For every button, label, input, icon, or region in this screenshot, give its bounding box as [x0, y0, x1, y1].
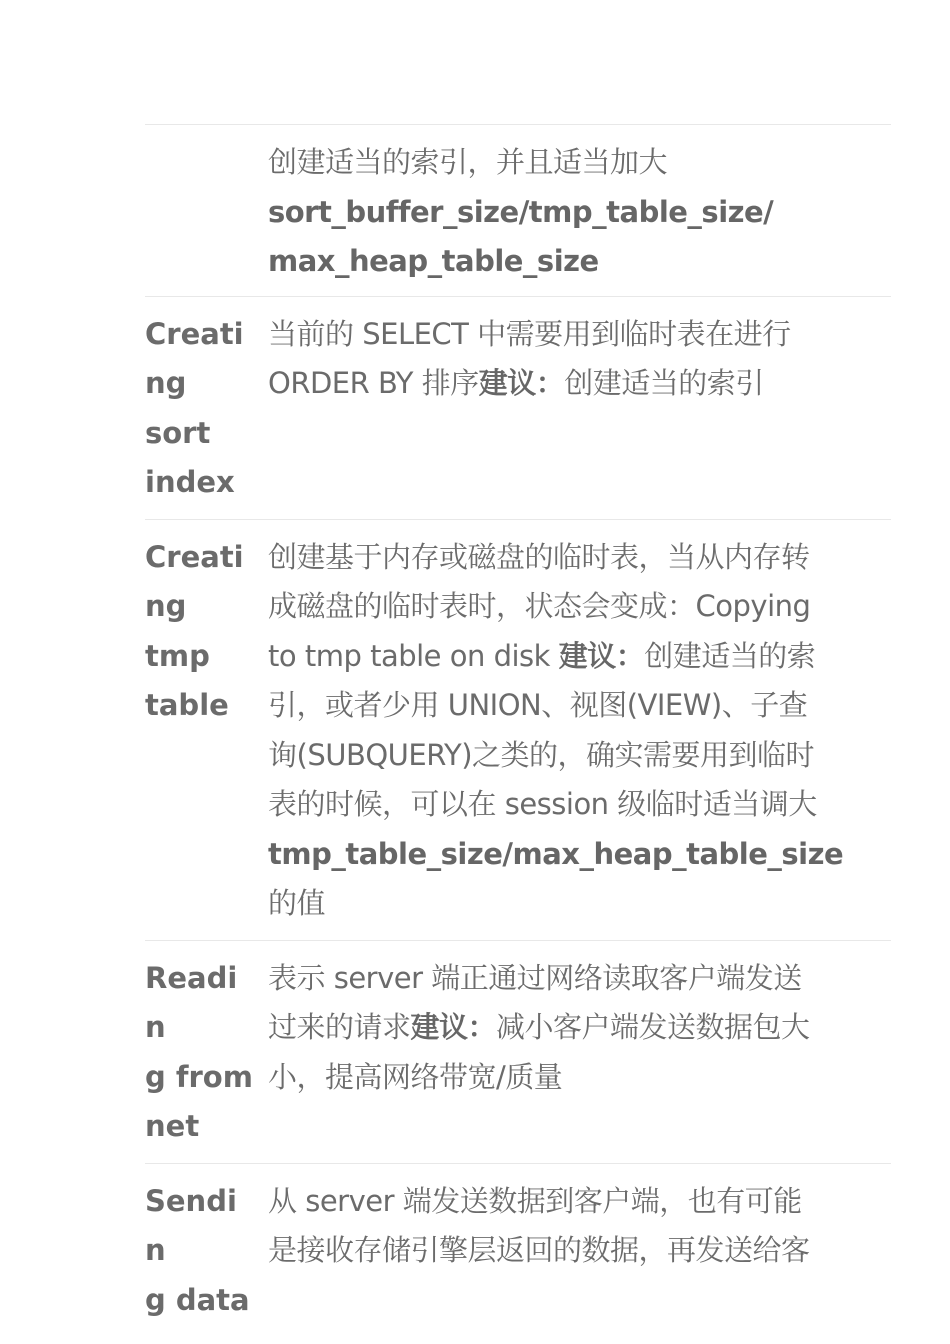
description-line [268, 1226, 880, 1276]
emphasis-text: 建议： [558, 638, 645, 673]
description-text: 表示 server 端正通过网络读取客户端发送 [268, 960, 802, 995]
description-line [268, 310, 880, 360]
description-text: 当前的 SELECT 中需要用到临时表在进行 [268, 316, 791, 351]
state-name-cell [145, 533, 253, 929]
state-name-line: table [145, 688, 229, 722]
table-row [145, 1163, 891, 1337]
description-line [268, 533, 880, 583]
description-line [268, 359, 880, 409]
description-text: 创建适当的索 [644, 638, 816, 673]
state-name-line: Creati [145, 316, 244, 351]
state-name-line: Sendin [145, 1183, 237, 1267]
description-cell [268, 310, 880, 508]
description-text: 创建适当的索引 [564, 366, 764, 400]
description-text: 是接收存储引擎层返回的数据，再发送给客 [268, 1233, 810, 1267]
description-text: 表的时候，可以在 session 级临时适当调大 [268, 787, 817, 821]
emphasis-text: 建议： [410, 1010, 497, 1044]
table-row [145, 296, 891, 519]
state-name-line: net [145, 1109, 200, 1143]
description-text: 小，提高网络带宽/质量 [268, 1059, 563, 1094]
description-text: 的值 [268, 886, 326, 920]
description-text: 创建适当的索引，并且适当加大 [268, 145, 668, 179]
emphasis-text: tmp_table_size/max_heap_table_size [268, 836, 844, 871]
state-name-line: ng [145, 366, 187, 400]
state-name-line: index [145, 465, 235, 499]
table-row [145, 940, 891, 1163]
description-line [268, 1003, 880, 1053]
description-text: 创建基于内存或磁盘的临时表，当从内存转 [268, 539, 810, 574]
state-description-table [145, 124, 891, 1336]
description-text: 引，或者少用 UNION、视图(VIEW)、子查 [268, 688, 808, 722]
description-text: to tmp table on disk [268, 638, 559, 673]
state-name-line: tmp [145, 638, 210, 673]
emphasis-text: sort_buffer_size/tmp_table_size/ [268, 194, 774, 229]
description-text: 从 server 端发送数据到客户端，也有可能 [268, 1183, 802, 1218]
description-line [268, 954, 880, 1004]
table-row [145, 519, 891, 940]
description-line [268, 632, 880, 682]
state-name-cell [145, 1177, 253, 1326]
description-cell [268, 533, 880, 929]
emphasis-text: max_heap_table_size [268, 244, 599, 278]
description-line [268, 188, 880, 238]
description-line [268, 1053, 880, 1103]
state-name-cell [145, 954, 253, 1152]
state-name-cell [145, 310, 253, 508]
state-name-line: ng [145, 589, 187, 623]
description-line [268, 731, 880, 781]
state-name-line: Readin [145, 960, 238, 1044]
description-line [268, 1177, 880, 1227]
description-cell [268, 1177, 880, 1326]
emphasis-text: 建议： [478, 366, 565, 400]
description-cell [268, 954, 880, 1152]
description-text: 询(SUBQUERY)之类的，确实需要用到临时 [268, 737, 815, 772]
description-line [268, 138, 880, 188]
description-line [268, 237, 880, 287]
description-text: 成磁盘的临时表时，状态会变成：Copying [268, 589, 811, 623]
description-text: 减小客户端发送数据包大 [496, 1010, 810, 1044]
state-name-line: Creati [145, 539, 244, 574]
table-row [145, 124, 891, 296]
description-line [268, 879, 880, 929]
state-name-line: g from [145, 1059, 253, 1094]
state-name-cell [145, 138, 253, 287]
state-name-line: sort [145, 415, 211, 450]
description-line [268, 780, 880, 830]
description-cell [268, 138, 880, 287]
description-line [268, 830, 880, 880]
description-line [268, 681, 880, 731]
state-name-line: g data [145, 1282, 250, 1317]
description-line [268, 582, 880, 632]
description-text: ORDER BY 排序 [268, 366, 479, 400]
description-text: 过来的请求 [268, 1010, 411, 1044]
